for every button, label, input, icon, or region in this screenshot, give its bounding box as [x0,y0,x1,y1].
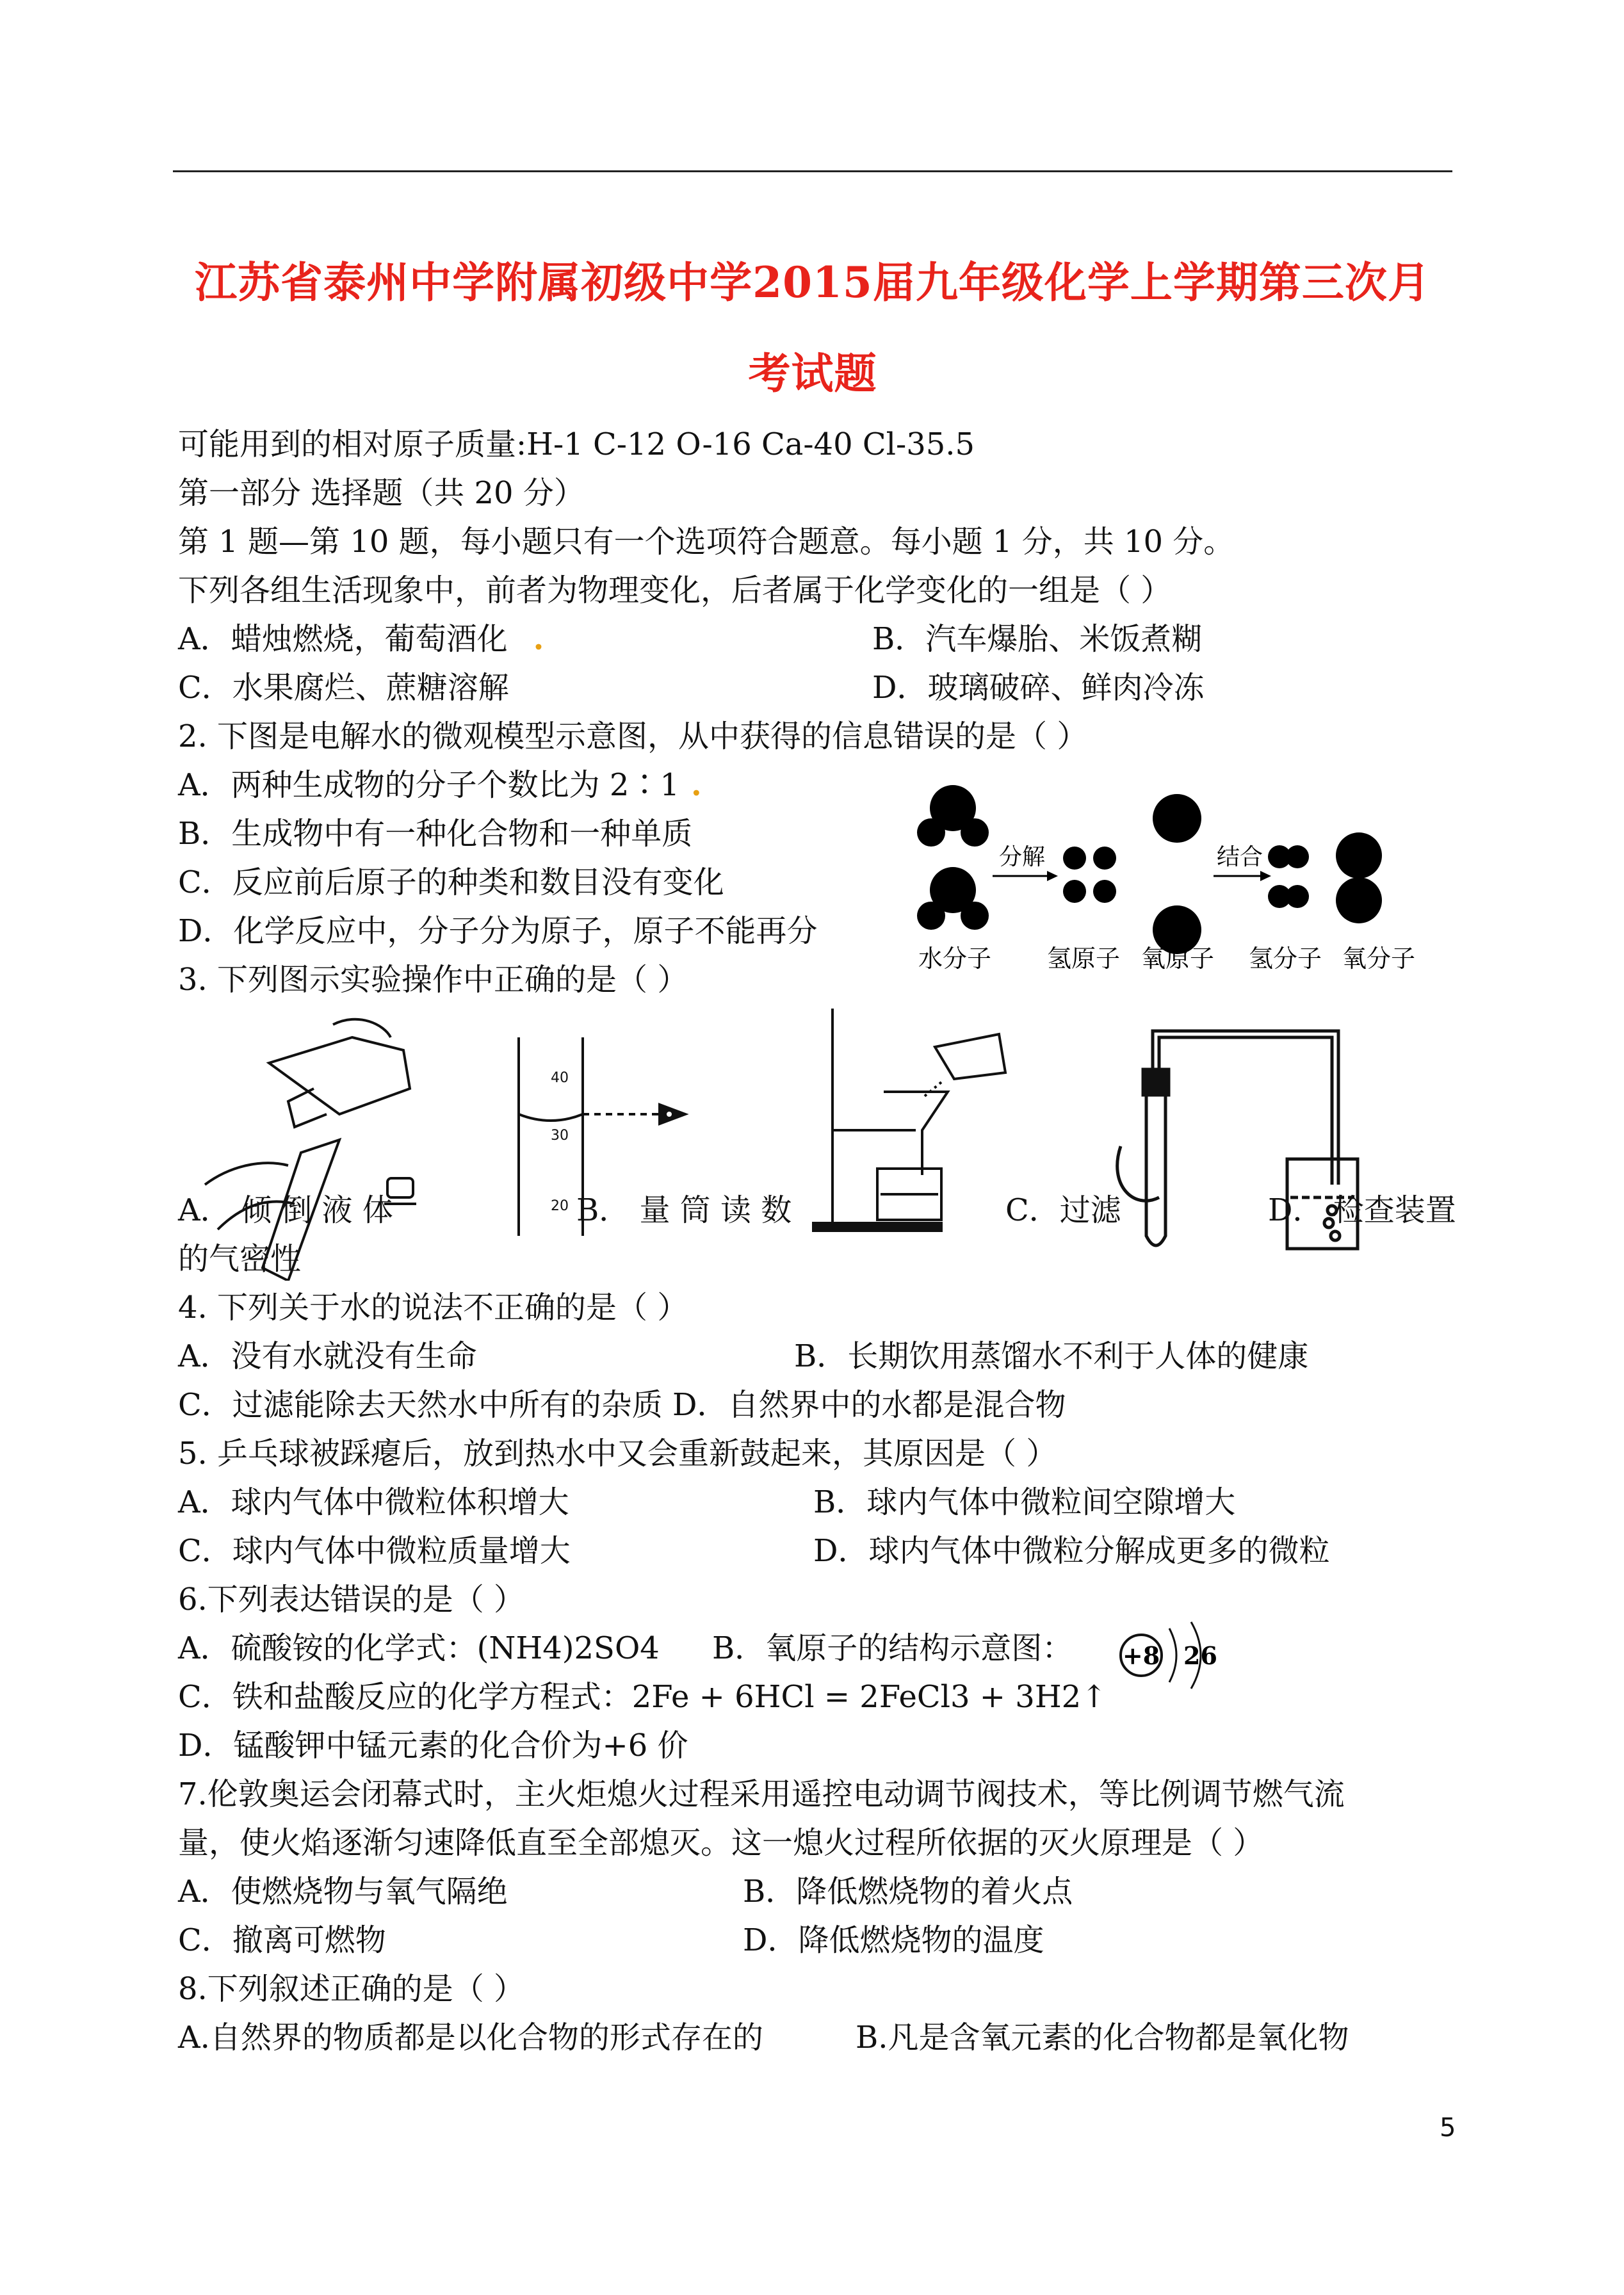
hydrogen-molecules [1268,845,1309,908]
q3-option-a: A． 倾 倒 液 体 [178,1192,393,1228]
q8-option-b: B.凡是含氧元素的化合物都是氧化物 [856,2020,1349,2056]
q5-option-a: A．球内气体中微粒体积增大 [178,1484,569,1520]
q5-option-d: D．球内气体中微粒分解成更多的微粒 [813,1533,1330,1569]
q8-stem: 8.下列叙述正确的是（ ） [178,1971,525,2007]
combine-label: 结合 [1217,844,1263,870]
q3-stem: 3. 下列图示实验操作中正确的是（ ） [178,962,688,998]
q6-stem: 6.下列表达错误的是（ ） [178,1582,525,1618]
q7-option-a: A．使燃烧物与氧气隔绝 [178,1874,508,1910]
q4-option-b: B．长期饮用蒸馏水不利于人体的健康 [794,1338,1309,1374]
label-oxygen-molecule: 氧分子 [1342,945,1416,973]
filtration-figure [807,996,1025,1239]
q1-mark: . [533,621,544,657]
water-molecule-1 [917,785,989,847]
q2-mark: . [691,767,702,803]
q3-option-d: D． 检查装置 [1268,1192,1456,1228]
oxygen-molecule [1336,832,1382,923]
cylinder-tick-20: 20 [551,1198,569,1214]
q1-option-d: D．玻璃破碎、鲜肉冷冻 [872,670,1205,706]
q2-option-c: C．反应前后原子的种类和数目没有变化 [178,864,724,900]
q6-option-d: D．锰酸钾中锰元素的化合价为+6 价 [178,1728,688,1764]
label-hydrogen-molecule: 氢分子 [1249,945,1322,973]
q1-option-c: C．水果腐烂、蔗糖溶解 [178,670,509,706]
q7-stem-line1: 7.伦敦奥运会闭幕式时，主火炬熄火过程采用遥控电动调节阀技术，等比例调节燃气流 [178,1776,1345,1812]
decompose-label: 分解 [999,844,1046,870]
q3-option-d-cont: 的气密性 [178,1241,302,1277]
q5-stem: 5. 乒乓球被踩瘪后，放到热水中又会重新鼓起来，其原因是（ ） [178,1436,1057,1472]
oxygen-atoms [1153,794,1201,954]
document-title-line2: 考试题 [748,348,877,398]
cylinder-tick-40: 40 [551,1070,569,1086]
q2-option-a [178,766,702,804]
part1-heading: 第一部分 选择题（共 20 分） [178,475,585,511]
water-molecule-2 [917,867,989,930]
cylinder-tick-30: 30 [551,1128,569,1144]
atomic-masses: 可能用到的相对原子质量:H-1 C-12 O-16 Ca-40 Cl-35.5 [178,426,975,462]
q2-stem: 2. 下图是电解水的微观模型示意图，从中获得的信息错误的是（ ） [178,718,1088,754]
page-number: 5 [1440,2113,1456,2143]
header-rule [173,170,1452,172]
label-hydrogen-atom: 氢原子 [1047,945,1121,973]
q1-stem: 下列各组生活现象中，前者为物理变化，后者属于化学变化的一组是（ ） [178,572,1172,608]
q5-option-b: B．球内气体中微粒间空隙增大 [813,1484,1236,1520]
q2-option-d: D．化学反应中，分子分为原子，原子不能再分 [178,913,818,949]
q5-option-c: C．球内气体中微粒质量增大 [178,1533,571,1569]
electrolysis-diagram [909,781,1434,980]
document-title-line1: 江苏省泰州中学附属初级中学2015届九年级化学上学期第三次月 [195,257,1431,307]
q4-option-a: A．没有水就没有生命 [178,1338,477,1374]
q1-option-a [178,620,544,658]
label-oxygen-atom: 氧原子 [1141,945,1215,973]
q3-option-c: C．过滤 [1005,1192,1121,1228]
q7-option-c: C．撤离可燃物 [178,1922,386,1958]
nucleus-charge: +8 [1122,1641,1160,1670]
q4-option-cd: C．过滤能除去天然水中所有的杂质 D．自然界中的水都是混合物 [178,1387,1066,1423]
q6-option-a: A．硫酸铵的化学式：(NH4)2SO4 [178,1630,660,1666]
q6-option-c: C．铁和盐酸反应的化学方程式：2Fe + 6HCl = 2FeCl3 + 3H2↑ [178,1679,1107,1715]
oxygen-atom-structure-diagram [1114,1617,1242,1694]
q3-option-b: B． 量 筒 读 数 [576,1192,792,1228]
q7-option-b: B．降低燃烧物的着火点 [743,1874,1073,1910]
q7-stem-line2: 量，使火焰逐渐匀速降低直至全部熄灭。这一熄火过程所依据的灭火原理是（ ） [178,1825,1264,1861]
q7-option-d: D．降低燃烧物的温度 [743,1922,1044,1958]
q2-option-b: B．生成物中有一种化合物和一种单质 [178,816,693,852]
part1-instructions: 第 1 题—第 10 题，每小题只有一个选项符合题意。每小题 1 分，共 10 分。 [178,524,1235,560]
q2-option-a-text: A．两种生成物的分子个数比为 2∶1 [178,767,680,803]
q1-option-a-text: A．蜡烛燃烧，葡萄酒化 [178,621,508,657]
label-water-molecule: 水分子 [918,945,992,973]
q6-option-b: B．氧原子的结构示意图： [712,1630,1073,1666]
electron-shells: 26 [1183,1641,1217,1670]
q1-option-b: B．汽车爆胎、米饭煮糊 [872,621,1203,657]
q8-option-a: A.自然界的物质都是以化合物的形式存在的 [178,2020,763,2056]
hydrogen-atoms [1063,847,1116,903]
q4-stem: 4. 下列关于水的说法不正确的是（ ） [178,1290,688,1326]
